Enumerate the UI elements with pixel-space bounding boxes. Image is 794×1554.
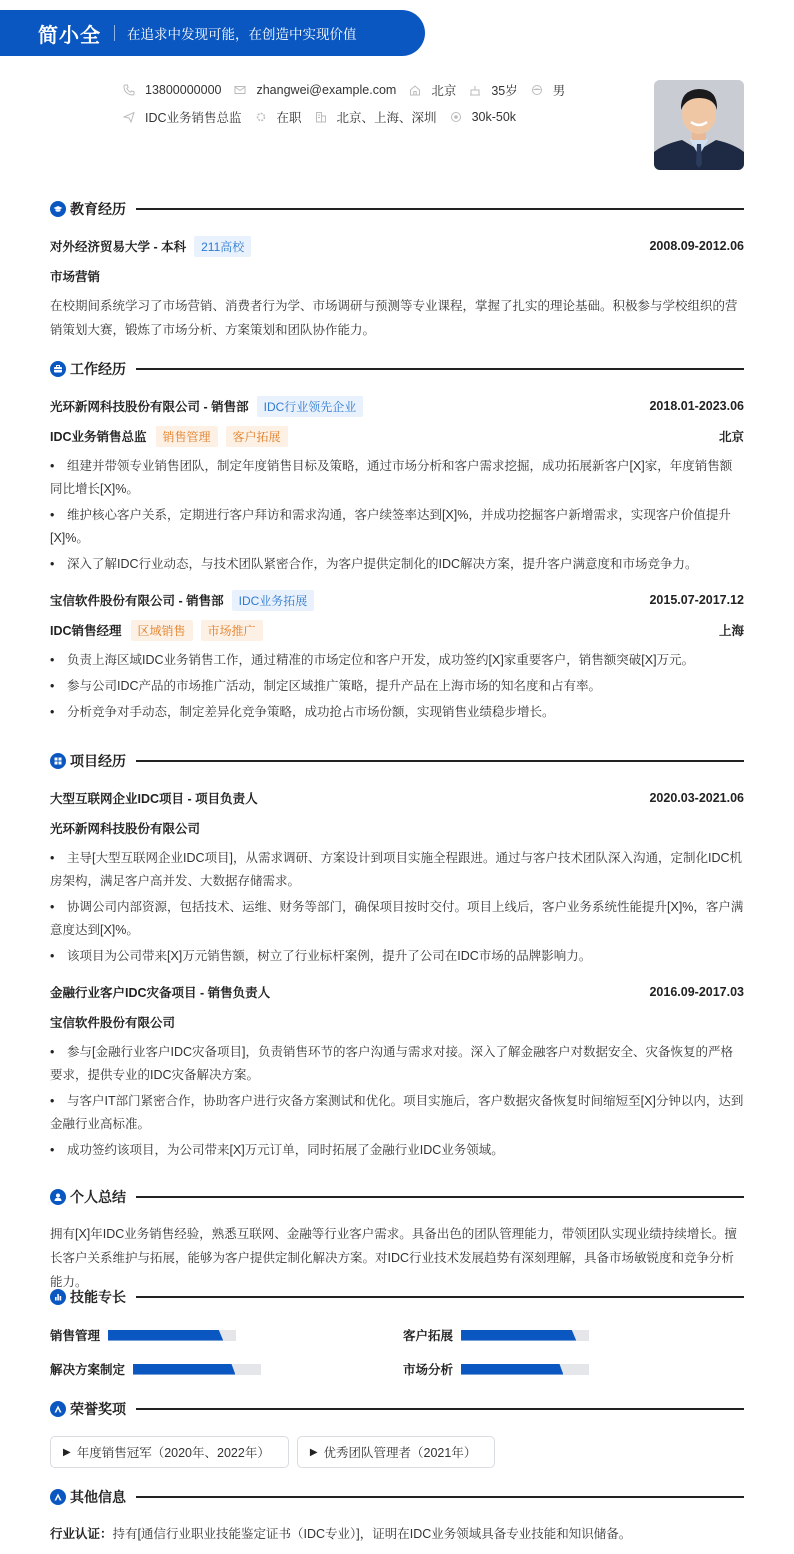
skill-item xyxy=(403,1362,589,1376)
triangle-right-icon: ▶ xyxy=(63,1446,71,1458)
section-divider xyxy=(136,208,744,210)
summary-text: 拥有[X]年IDC业务销售经验，熟悉互联网、金融等行业客户需求。具备出色的团队管理能力，带领团队实现业绩持续增长。擅长客户关系维护与拓展，能够为客户提供定制化解决方案。对IDC行业技术发展趋势有深刻理解，具备市场敏锐度和竞争分析能力。 xyxy=(50,1227,737,1289)
other-label: 行业认证： xyxy=(50,1527,113,1541)
list-item: •协调公司内部资源，包括技术、运维、财务等部门，确保项目按时交付。项目上线后，客户业务系统性能提升[X]%，客户满意度达到[X]%。 xyxy=(50,896,744,942)
education-description: 在校期间系统学习了市场营销、消费者行为学、市场调研与预测等专业课程，掌握了扎实的理论基础。积极参与学校组织的营销策划大赛，锻炼了市场分析、方案策划和团队协作能力。 xyxy=(50,299,738,337)
education-major-row xyxy=(50,266,744,286)
company-name: 光环新网科技股份有限公司 - 销售部 xyxy=(50,400,249,414)
skill-tag: 销售管理 xyxy=(156,426,218,447)
skill-label: 销售管理 xyxy=(50,1329,101,1343)
award-item: ▶ 优秀团队管理者（2021年） xyxy=(297,1436,496,1468)
project-name: 大型互联网企业IDC项目 - 项目负责人 xyxy=(50,792,258,806)
skill-fill xyxy=(108,1330,223,1341)
award-icon xyxy=(50,1401,66,1417)
info-icon xyxy=(50,1489,66,1505)
skill-tag: 客户拓展 xyxy=(226,426,288,447)
skill-tag: 市场推广 xyxy=(201,620,263,641)
education-header xyxy=(50,236,744,256)
work-2-header xyxy=(50,590,744,610)
contact-position: IDC业务销售总监 xyxy=(122,108,242,126)
divider xyxy=(114,25,115,41)
section-divider xyxy=(136,760,744,762)
skill-label: 解决方案制定 xyxy=(50,1363,126,1377)
project-company: 光环新网科技股份有限公司 xyxy=(50,822,201,836)
education-date: 2008.09-2012.06 xyxy=(649,239,744,253)
contact-email: zhangwei@example.com xyxy=(233,83,396,97)
project-date: 2020.03-2021.06 xyxy=(649,791,744,805)
section-title: 荣誉奖项 xyxy=(70,1401,126,1417)
list-item: •该项目为公司带来[X]万元销售额，树立了行业标杆案例，提升了公司在IDC市场的品牌影响力。 xyxy=(50,945,744,968)
contact-locations: 北京、上海、深圳 xyxy=(314,108,437,126)
list-item: •分析竞争对手动态，制定差异化竞争策略，成功抢占市场份额，实现销售业绩稳步增长。 xyxy=(50,701,744,724)
skill-item xyxy=(50,1362,261,1376)
list-item: •与客户IT部门紧密合作，协助客户进行灾备方案测试和优化。项目实施后，客户数据灾备恢复时间缩短至[X]分钟以内，达到金融行业高标准。 xyxy=(50,1090,744,1136)
project-name: 金融行业客户IDC灾备项目 - 销售负责人 xyxy=(50,986,271,1000)
motto: 在追求中发现可能，在创造中实现价值 xyxy=(127,27,357,42)
header-banner xyxy=(0,10,425,56)
contact-age: 35岁 xyxy=(468,81,517,99)
cake-icon xyxy=(468,83,482,97)
gender-icon xyxy=(530,83,544,97)
section-title: 技能专长 xyxy=(70,1289,126,1305)
section-title: 项目经历 xyxy=(70,753,126,769)
skill-tag: 区域销售 xyxy=(131,620,193,641)
status-icon xyxy=(254,110,268,124)
section-projects xyxy=(50,751,744,771)
other-info xyxy=(50,1522,744,1546)
candidate-name: 简小全 xyxy=(38,24,101,47)
project-1-bullets xyxy=(50,847,744,971)
triangle-right-icon: ▶ xyxy=(309,1446,318,1458)
skill-fill xyxy=(133,1364,235,1375)
work-2-title-row xyxy=(50,620,744,640)
contact-city: 北京 xyxy=(408,81,456,99)
briefcase-icon xyxy=(50,361,66,377)
work-2-bullets xyxy=(50,649,744,727)
job-title: IDC业务销售总监 xyxy=(50,430,147,444)
contact-info xyxy=(122,80,642,134)
company-name: 宝信软件股份有限公司 - 销售部 xyxy=(50,594,224,608)
section-education xyxy=(50,199,744,219)
grid-icon xyxy=(50,753,66,769)
skill-item xyxy=(50,1328,236,1342)
bar-chart-icon xyxy=(50,1289,66,1305)
section-skills xyxy=(50,1287,744,1307)
section-summary xyxy=(50,1187,744,1207)
award-item: ▶ 年度销售冠军（2020年、2022年） xyxy=(50,1436,289,1468)
section-divider xyxy=(136,1496,744,1498)
contact-salary: 30k-50k xyxy=(449,110,516,124)
phone-icon xyxy=(122,83,136,97)
skill-bar xyxy=(461,1330,589,1341)
section-awards xyxy=(50,1399,744,1419)
section-divider xyxy=(136,368,744,370)
work-1-header xyxy=(50,396,744,416)
section-work xyxy=(50,359,744,379)
awards-list xyxy=(50,1436,503,1468)
salary-icon xyxy=(449,110,463,124)
skill-bar xyxy=(461,1364,589,1375)
list-item: •负责上海区域IDC业务销售工作，通过精准的市场定位和客户开发，成功签约[X]家重要客户，销售额突破[X]万元。 xyxy=(50,649,744,672)
section-title: 教育经历 xyxy=(70,201,126,217)
project-2-company-row xyxy=(50,1012,744,1032)
home-icon xyxy=(408,83,422,97)
project-2-header xyxy=(50,982,744,1002)
skill-label: 市场分析 xyxy=(403,1363,454,1377)
work-location: 北京 xyxy=(718,430,744,444)
skill-label: 客户拓展 xyxy=(403,1329,454,1343)
company-tag: IDC行业领先企业 xyxy=(257,396,364,417)
skill-bar xyxy=(108,1330,236,1341)
send-icon xyxy=(122,110,136,124)
project-date: 2016.09-2017.03 xyxy=(649,985,744,999)
project-1-header xyxy=(50,788,744,808)
work-date: 2018.01-2023.06 xyxy=(649,399,744,413)
building-icon xyxy=(314,110,328,124)
avatar-photo xyxy=(654,80,744,170)
skill-bar xyxy=(133,1364,261,1375)
skill-fill xyxy=(461,1330,576,1341)
project-2-bullets xyxy=(50,1041,744,1165)
contact-row-1 xyxy=(122,80,642,100)
section-divider xyxy=(136,1196,744,1198)
list-item: •组建并带领专业销售团队，制定年度销售目标及策略，通过市场分析和客户需求挖掘，成功拓展新客户[X]家，年度销售额同比增长[X]%。 xyxy=(50,455,744,501)
project-1-company-row xyxy=(50,818,744,838)
work-date: 2015.07-2017.12 xyxy=(649,593,744,607)
list-item: •参与[金融行业客户IDC灾备项目]，负责销售环节的客户沟通与需求对接。深入了解金融客户对数据安全、灾备恢复的严格要求，提供专业的IDC灾备解决方案。 xyxy=(50,1041,744,1087)
list-item: •参与公司IDC产品的市场推广活动，制定区域推广策略，提升产品在上海市场的知名度和占有率。 xyxy=(50,675,744,698)
section-title: 工作经历 xyxy=(70,361,126,377)
job-title: IDC销售经理 xyxy=(50,624,122,638)
work-1-bullets xyxy=(50,455,744,579)
list-item: •主导[大型互联网企业IDC项目]，从需求调研、方案设计到项目实施全程跟进。通过与客户技术团队深入沟通，定制化IDC机房架构，满足客户高并发、大数据存储需求。 xyxy=(50,847,744,893)
section-title: 个人总结 xyxy=(70,1189,126,1205)
other-text: 持有[通信行业职业技能鉴定证书（IDC专业）]，证明在IDC业务领域具备专业技能和知识储备。 xyxy=(112,1527,632,1541)
work-1-title-row xyxy=(50,426,744,446)
work-location: 上海 xyxy=(718,624,744,638)
school-name: 对外经济贸易大学 - 本科 xyxy=(50,240,187,254)
contact-phone: 13800000000 xyxy=(122,83,221,97)
skill-fill xyxy=(461,1364,563,1375)
contact-status: 在职 xyxy=(254,108,302,126)
section-divider xyxy=(136,1296,744,1298)
section-title: 其他信息 xyxy=(70,1489,126,1505)
section-divider xyxy=(136,1408,744,1410)
skill-item xyxy=(403,1328,589,1342)
major: 市场营销 xyxy=(50,270,101,284)
contact-row-2 xyxy=(122,107,642,127)
list-item: •成功签约该项目，为公司带来[X]万元订单，同时拓展了金融行业IDC业务领域。 xyxy=(50,1139,744,1162)
mail-icon xyxy=(233,83,247,97)
contact-gender: 男 xyxy=(530,81,566,99)
school-tag: 211高校 xyxy=(194,236,251,257)
list-item: •维护核心客户关系，定期进行客户拜访和需求沟通，客户续签率达到[X]%，并成功挖掘客户新增需求，实现客户价值提升[X]%。 xyxy=(50,504,744,550)
section-other xyxy=(50,1487,744,1507)
graduation-cap-icon xyxy=(50,201,66,217)
company-tag: IDC业务拓展 xyxy=(232,590,315,611)
user-icon xyxy=(50,1189,66,1205)
list-item: •深入了解IDC行业动态，与技术团队紧密合作，为客户提供定制化的IDC解决方案，提升客户满意度和市场竞争力。 xyxy=(50,553,744,576)
project-company: 宝信软件股份有限公司 xyxy=(50,1016,176,1030)
